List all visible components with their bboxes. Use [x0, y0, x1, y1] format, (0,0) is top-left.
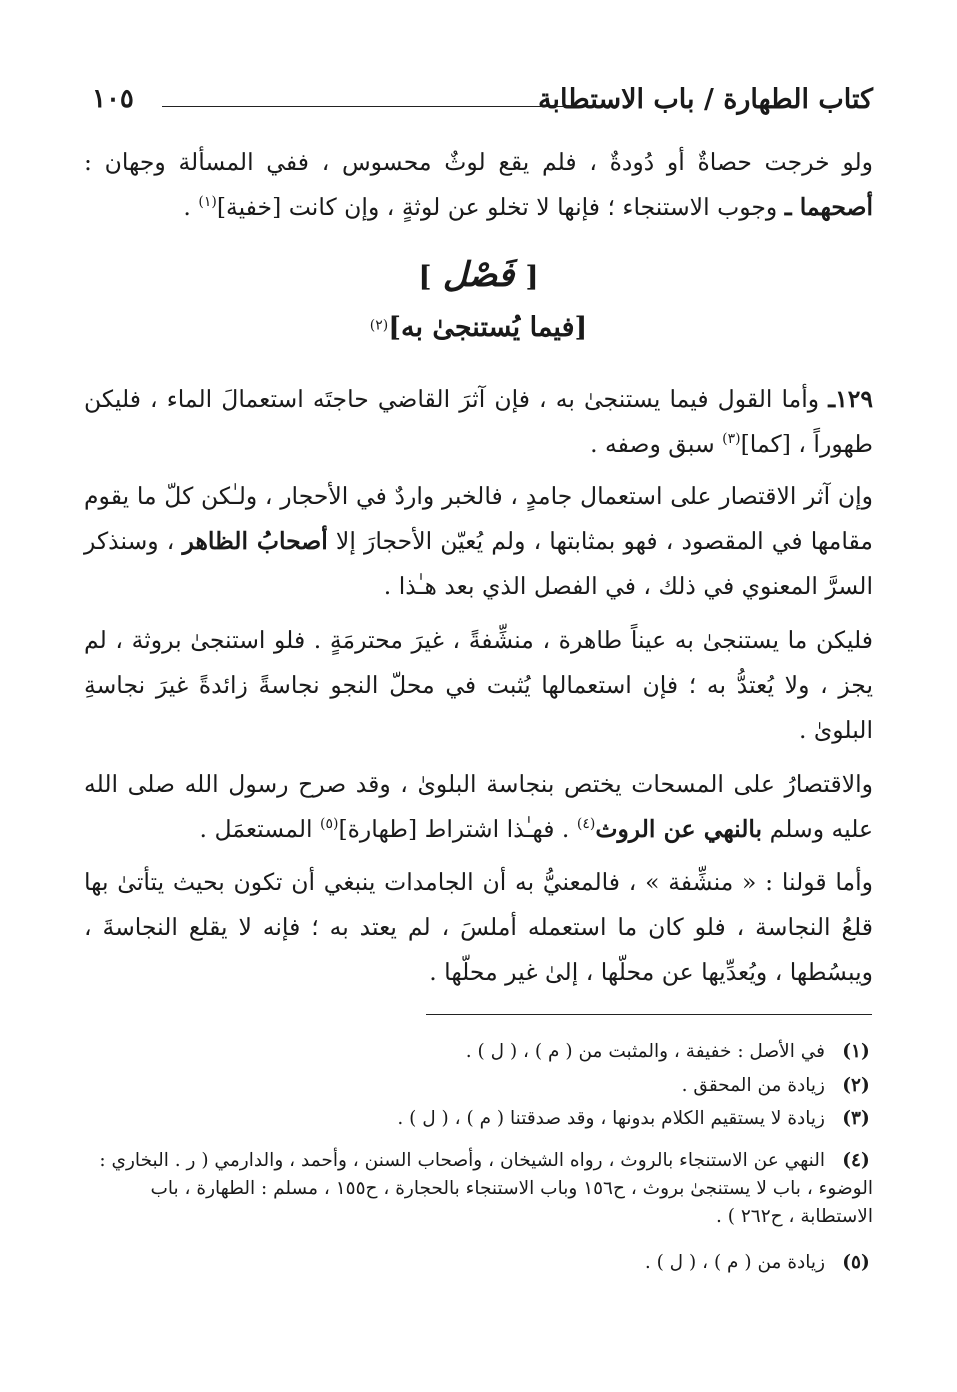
p129-text: وأما القول فيما يستنجىٰ به ، فإن آثرَ القاضي حاجتَه استعمالَ الماء ، فليكن طهوراً ، [كما]	[84, 385, 873, 458]
footnote-3	[84, 1105, 873, 1133]
footnote-separator	[426, 1014, 872, 1015]
footnote-1	[84, 1038, 873, 1066]
footnote-ref-1[interactable]: (١)	[198, 194, 217, 211]
bracket-close: ]	[418, 260, 432, 293]
footnote-text: زيادة من المحقق .	[681, 1075, 825, 1096]
footnote-ref-5[interactable]: (٥)	[319, 816, 339, 833]
p129-end: سبق وصفه .	[590, 430, 723, 458]
footnote-4	[84, 1147, 873, 1231]
footnote-number: (٥)	[842, 1252, 870, 1273]
paragraph-5	[84, 860, 873, 995]
header-title: كتاب الطهارة / باب الاستطابة	[537, 84, 873, 115]
p2-text-a: وإن آثر الاقتصار على استعمال جامدٍ ، فالخبر واردٌ في الأحجار ، ولـٰكن كلّ ما يقوم مقامها في المقصود ، فهو بمثابتها ، ولم يُعيّن الأحجارَ إلا	[84, 482, 873, 555]
fasl-calligraphy: فَصْل	[442, 255, 515, 295]
p3-text: فليكن ما يستنجىٰ به عيناً طاهرة ، منشِّفةً ، غيرَ محترمَةٍ . فلو استنجىٰ بروثة ، لم يجز ، ولا يُعتدُّ به ؛ فإن استعمالها يُثبت في محلّ النجو نجاسةً زائدةً غيرَ نجاسةِ البلوىٰ .	[84, 626, 873, 744]
section-subheading	[0, 312, 957, 343]
footnote-5	[84, 1249, 873, 1277]
intro-line1: ولو خرجت حصاةٌ أو دُودةٌ ، فلم يقع لوثٌ محسوس ، ففي المسألة وجهان :	[84, 148, 873, 176]
footnote-2	[84, 1072, 873, 1100]
footnote-text: في الأصل : خفيفة ، والمثبت من ( م ) ، ( ل ) .	[465, 1041, 825, 1062]
paragraph-129	[84, 377, 873, 467]
paragraph-number: ١٢٩ـ	[828, 385, 873, 413]
footnote-text: زيادة من ( م ) ، ( ل ) .	[644, 1252, 825, 1273]
footnote-number: (٢)	[842, 1075, 870, 1096]
footnote-ref-4[interactable]: (٤)	[576, 816, 596, 833]
p4-text-a: والاقتصارُ على المسحات يختص بنجاسة البلوىٰ ، وقد صرح رسول الله صلى الله عليه وسلم	[84, 770, 873, 843]
paragraph-2	[84, 474, 873, 609]
p4-bold: بالنهي عن الروث	[595, 815, 763, 843]
running-header	[92, 84, 873, 124]
footnote-text: زيادة لا يستقيم الكلام بدونها ، وقد صدقتنا ( م ) ، ( ل ) .	[397, 1108, 825, 1129]
paragraph-4	[84, 762, 873, 852]
footnote-number: (١)	[842, 1041, 870, 1062]
p2-bold: أصحابُ الظاهر	[182, 527, 328, 555]
p5-text: وأما قولنا : « منشِّفة » ، فالمعنيُّ به أن الجامدات ينبغي أن تكون بحيث يتأتىٰ بها قلعُ النجاسة ، فلو كان ما استعمله أملسَ ، لم يعتد به ؛ فإنه لا يقلع النجاسةَ ، ويبسُطها ، ويُعدِّيها عن محلّها ، إلىٰ غير محلّها .	[84, 868, 873, 986]
section-heading	[0, 255, 957, 295]
bracket-open: [	[525, 260, 539, 293]
header-rule	[162, 106, 573, 107]
intro-bold: أصحهما ـ	[784, 193, 873, 221]
footnote-text: النهي عن الاستنجاء بالروث ، رواه الشيخان ، وأصحاب السنن ، وأحمد ، والدارمي ( ر . البخاري : الوضوء ، باب لا يستنجىٰ بروث ، ح١٥٦ وباب الاستنجاء بالحجارة ، ح١٥٥ ، مسلم : الطهارة ، باب الاستطابة ، ح٢٦٢ ) .	[99, 1150, 873, 1227]
subheading-text: [فيما يُستنجىٰ به]	[388, 312, 588, 343]
intro-paragraph	[84, 140, 873, 230]
p4-text-c: المستعمَل .	[199, 815, 320, 843]
p4-text-b: . فهـٰذا اشتراط [طهارة]	[338, 815, 577, 843]
page-number: ١٠٥	[92, 84, 134, 114]
paragraph-3	[84, 618, 873, 753]
footnote-number: (٣)	[842, 1108, 870, 1129]
footnote-ref-3[interactable]: (٣)	[722, 431, 741, 448]
footnote-ref-2[interactable]: (٢)	[369, 317, 389, 334]
intro-line2: وجوب الاستنجاء ؛ فإنها لا تخلو عن لوثةٍ ، وإن كانت [خفية]	[216, 193, 785, 221]
footnote-number: (٤)	[842, 1150, 870, 1171]
intro-end: .	[183, 193, 199, 221]
p2-text-b: ، وسنذكر السرَّ المعنوي في ذلك ، في الفصل الذي بعد هـٰذا .	[84, 527, 873, 600]
